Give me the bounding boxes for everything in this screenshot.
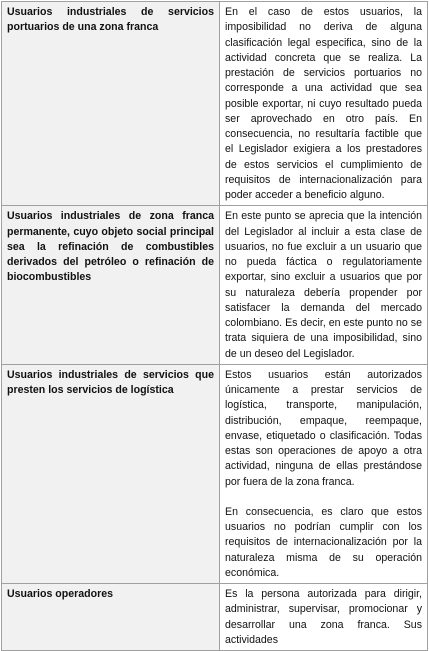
user-types-table (1, 1, 428, 651)
row-description-paragraph: Estos usuarios están autorizados únicamente a prestar servicios de logística, transporte, manipulación, distribución, empaque, reempaque, envase, etiquetado o clasificación. Todas estas son operaciones de apoyo a otra actividad, ninguna de ellas prestándose por fuera de la zona franca. (225, 368, 422, 488)
row-title-cell (2, 206, 220, 365)
row-title-cell (2, 2, 220, 206)
table-row (2, 206, 428, 365)
row-description-cell (220, 2, 428, 206)
row-description-paragraph: En el caso de estos usuarios, la imposibilidad no deriva de alguna clasificación legal especifica, sino de la actividad concreta que se realiza. La prestación de servicios portuarios no corresponde a una actividad que sea posible exportar, ni cuyo resultado pueda ser aprovechado en otro país. En consecuencia, no resultaría factible que el Legislador exigiera a los prestadores de estos servicios el cumplimiento de requisitos de internacionalización para poder acceder a beneficio alguno. (225, 6, 422, 201)
row-description-cell (220, 206, 428, 365)
row-title: Usuarios industriales de servicios portuarios de una zona franca (7, 6, 214, 34)
paragraph-spacer (225, 490, 422, 505)
row-description-paragraph: En este punto se aprecia que la intención del Legislador al incluir a esta clase de usuarios, no fue excluir a un usuario que no pueda fáctica o regulatoriamente exportar, sino excluir a usuarios que por su naturaleza debería propender por satisfacer la demanda del mercado colombiano. Es decir, en este punto no se trata siquiera de una imposibilidad, sino de un deseo del Legislador. (225, 210, 422, 360)
table-row (2, 364, 428, 583)
row-title: Usuarios industriales de servicios que presten los servicios de logística (7, 368, 214, 396)
row-title-cell (2, 584, 220, 651)
row-description-paragraph: En consecuencia, es claro que estos usuarios no podrían cumplir con los requisitos de internacionalización por la naturaleza misma de su operación económica. (225, 505, 422, 579)
table-row (2, 584, 428, 651)
row-description-paragraph: Es la persona autorizada para dirigir, administrar, supervisar, promocionar y desarrollar una zona franca. Sus actividades (225, 588, 422, 646)
row-description-cell (220, 584, 428, 651)
table-row (2, 2, 428, 206)
row-title: Usuarios industriales de zona franca permanente, cuyo objeto social principal sea la refinación de combustibles derivados del petróleo o refinación de biocombustibles (7, 210, 214, 284)
row-description-cell (220, 364, 428, 583)
row-title-cell (2, 364, 220, 583)
row-title: Usuarios operadores (7, 588, 113, 600)
